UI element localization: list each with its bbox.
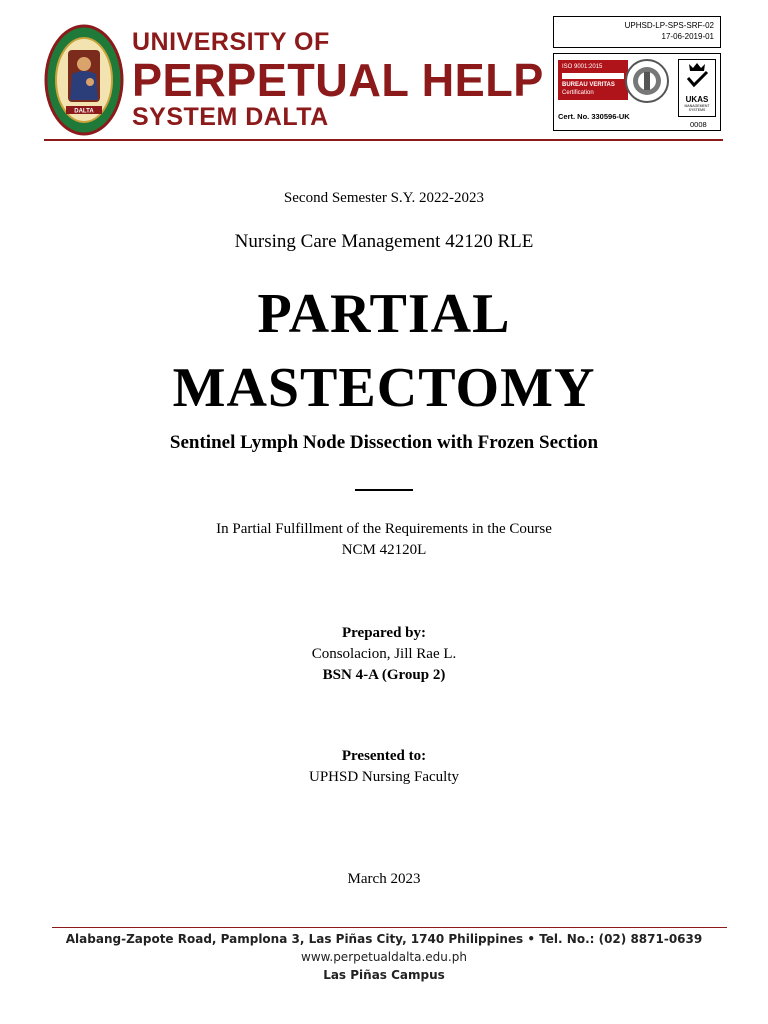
- presented-to-label: Presented to:: [341, 748, 427, 764]
- university-name-line1: UNIVERSITY OF: [132, 28, 330, 56]
- subtitle: Sentinel Lymph Node Dissection with Frozen Section: [169, 432, 599, 453]
- course-title: Nursing Care Management 42120 RLE: [234, 231, 534, 252]
- bv-sub-label: Certification: [562, 90, 594, 96]
- university-seal-logo: [44, 24, 124, 136]
- bureau-veritas-badge: [558, 60, 628, 100]
- iso-label: ISO 9001:2015: [562, 64, 603, 70]
- document-date: 17-06-2019-01: [661, 32, 714, 41]
- svg-text:DALTA: DALTA: [74, 108, 94, 115]
- crown-check-icon: [679, 60, 715, 90]
- bv-label: BUREAU VERITAS: [562, 82, 615, 88]
- footer-website: www.perpetualdalta.edu.ph: [301, 950, 467, 964]
- main-title-line2: MASTECTOMY: [172, 357, 596, 419]
- ukas-code: 0008: [690, 120, 707, 129]
- submission-date: March 2023: [347, 871, 421, 887]
- course-code: NCM 42120L: [341, 542, 427, 558]
- ukas-mark: [678, 59, 716, 117]
- ukas-label: UKAS: [685, 95, 709, 104]
- prepared-by-section: BSN 4-A (Group 2): [322, 667, 446, 683]
- bureau-veritas-seal-icon: [624, 58, 670, 104]
- title-divider: [355, 489, 413, 491]
- university-name-line3: SYSTEM DALTA: [132, 103, 329, 131]
- semester-text: Second Semester S.Y. 2022-2023: [283, 190, 485, 206]
- document-code: UPHSD-LP-SPS-SRF-02: [624, 21, 714, 30]
- main-title-line1: PARTIAL: [257, 283, 511, 345]
- certification-box: [553, 53, 721, 131]
- certificate-number: Cert. No. 330596-UK: [558, 112, 630, 121]
- university-name: [132, 30, 552, 130]
- header-divider: [44, 139, 723, 141]
- footer-address: Alabang-Zapote Road, Pamplona 3, Las Piñas City, 1740 Philippines • Tel. No.: (02) 8871-0639: [65, 932, 703, 946]
- university-name-line2: PERPETUAL HELP: [132, 54, 544, 106]
- fulfillment-text: In Partial Fulfillment of the Requirements in the Course: [216, 521, 552, 537]
- document-reference-box: [553, 16, 721, 48]
- prepared-by-label: Prepared by:: [341, 625, 427, 641]
- presented-to-name: UPHSD Nursing Faculty: [308, 769, 459, 785]
- prepared-by-name: Consolacion, Jill Rae L.: [311, 646, 457, 662]
- ukas-sub-label: MANAGEMENT SYSTEMS: [684, 104, 710, 112]
- footer-campus: Las Piñas Campus: [323, 968, 445, 982]
- footer-divider: [52, 927, 727, 928]
